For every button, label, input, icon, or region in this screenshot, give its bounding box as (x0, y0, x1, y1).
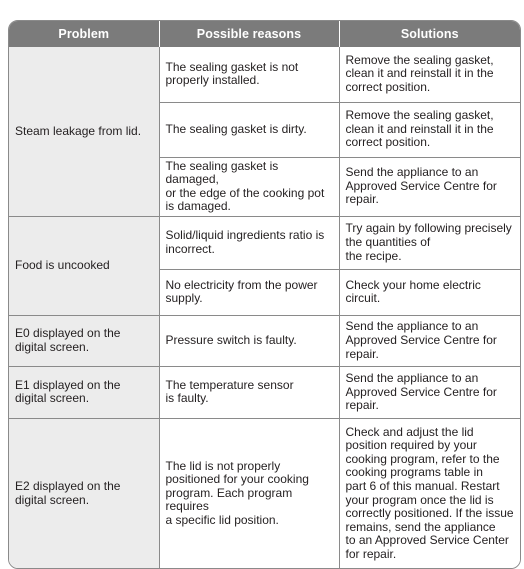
problem-cell: Food is uncooked (9, 216, 159, 315)
table-row (9, 47, 520, 102)
header-solutions: Solutions (339, 21, 520, 47)
reason-cell: The sealing gasket is not properly installed. (159, 47, 339, 102)
solution-cell: Send the appliance to an Approved Service Centre for repair. (339, 157, 520, 216)
solution-cell: Send the appliance to an Approved Service Centre for repair. (339, 366, 520, 418)
table-header (9, 21, 520, 47)
header-row (9, 21, 520, 47)
solution-cell: Check and adjust the lid position required by your cooking program, refer to the cooking programs table in part 6 of this manual. Restart your program once the lid is correctly positioned. If the issue remains, send the appliance to an Approved Service Center for repair. (339, 418, 520, 568)
reason-cell: Pressure switch is faulty. (159, 315, 339, 366)
table-row (9, 418, 520, 568)
header-problem: Problem (9, 21, 159, 47)
problem-cell: Steam leakage from lid. (9, 47, 159, 216)
troubleshooting-table-container (8, 20, 521, 569)
solution-cell: Send the appliance to an Approved Service Centre for repair. (339, 315, 520, 366)
solution-cell: Remove the sealing gasket, clean it and reinstall it in the correct position. (339, 102, 520, 157)
table-row (9, 315, 520, 366)
reason-cell: The sealing gasket is dirty. (159, 102, 339, 157)
reason-cell: The temperature sensor is faulty. (159, 366, 339, 418)
table-body (9, 47, 520, 568)
table-row (9, 366, 520, 418)
troubleshooting-table (9, 21, 520, 568)
reason-cell: Solid/liquid ingredients ratio is incorrect. (159, 216, 339, 269)
problem-cell: E1 displayed on the digital screen. (9, 366, 159, 418)
solution-cell: Remove the sealing gasket, clean it and reinstall it in the correct position. (339, 47, 520, 102)
solution-cell: Try again by following precisely the quantities of the recipe. (339, 216, 520, 269)
problem-cell: E0 displayed on the digital screen. (9, 315, 159, 366)
reason-cell: The sealing gasket is damaged, or the edge of the cooking pot is damaged. (159, 157, 339, 216)
problem-cell: E2 displayed on the digital screen. (9, 418, 159, 568)
header-possible-reasons: Possible reasons (159, 21, 339, 47)
solution-cell: Check your home electric circuit. (339, 269, 520, 315)
table-row (9, 216, 520, 269)
reason-cell: No electricity from the power supply. (159, 269, 339, 315)
reason-cell: The lid is not properly positioned for your cooking program. Each program requires a specific lid position. (159, 418, 339, 568)
